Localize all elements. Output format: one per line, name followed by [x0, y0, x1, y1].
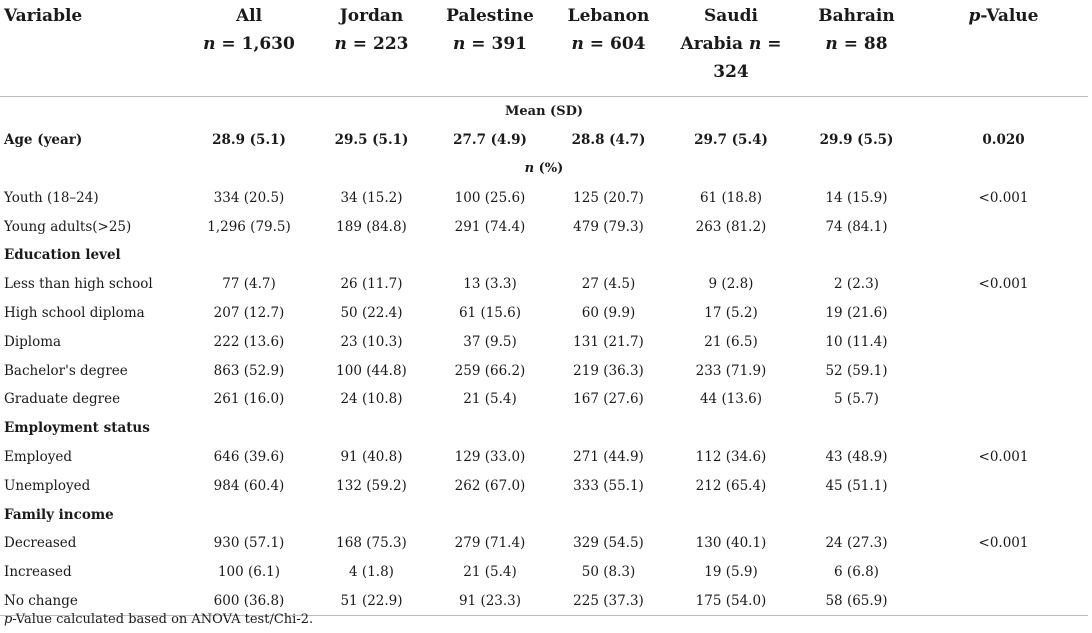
table-row [0, 443, 1088, 472]
subheader-mean-sd [0, 97, 1088, 126]
cell: 212 (65.4) [695, 477, 767, 494]
cell: 27 (4.5) [581, 276, 636, 293]
pvalue-rest: -Value [980, 6, 1039, 26]
cell: 175 (54.0) [668, 587, 794, 616]
p-value-cell [919, 299, 1088, 328]
cell: 333 (55.1) [573, 477, 644, 494]
table-row [0, 356, 1088, 385]
cell: 6 (6.8) [834, 564, 879, 581]
cell: 14 (15.9) [825, 189, 888, 206]
section-header-row [0, 241, 1088, 270]
row-label: Less than high school [4, 276, 153, 293]
cell: 4 (1.8) [349, 564, 394, 581]
cell: 61 (15.6) [458, 304, 522, 321]
p-value-cell: 0.020 [982, 132, 1025, 149]
header-jordan: Jordan [339, 6, 404, 26]
table-row [0, 471, 1088, 500]
cell: 100 (6.1) [217, 564, 281, 581]
cell: 43 (48.9) [825, 448, 888, 465]
cell: 44 (13.6) [699, 391, 763, 408]
cell: 189 (84.8) [336, 218, 407, 235]
cell: 77 (4.7) [222, 276, 276, 293]
cell: 930 (57.1) [213, 535, 285, 552]
mean-sd-label: Mean (SD) [504, 103, 584, 119]
cell: 600 (36.8) [186, 587, 312, 616]
subheader-n-pct [0, 155, 1088, 184]
cell: 646 (39.6) [213, 448, 285, 465]
cell: 259 (66.2) [454, 362, 526, 379]
cell: 29.9 (5.5) [819, 132, 894, 149]
cell: 21 (6.5) [704, 333, 758, 350]
cell: 233 (71.9) [695, 362, 767, 379]
section-header-row [0, 414, 1088, 443]
cell: 50 (8.3) [581, 564, 636, 581]
cell: 37 (9.5) [463, 333, 517, 350]
cell: 168 (75.3) [336, 535, 407, 552]
header-palestine: Palestine [446, 6, 534, 26]
row-label: High school diploma [4, 304, 145, 321]
cell: 984 (60.4) [213, 477, 285, 494]
cell: 479 (79.3) [573, 218, 644, 235]
row-label: Increased [4, 564, 72, 581]
p-value-cell: <0.001 [978, 535, 1029, 552]
cell: 91 (40.8) [340, 448, 403, 465]
cell: 74 (84.1) [825, 218, 888, 235]
cell: 34 (15.2) [340, 189, 403, 206]
header-n-palestine: n = 391 [431, 30, 549, 97]
p-value-cell [919, 471, 1088, 500]
p-value-cell [919, 212, 1088, 241]
footnote-p: p [4, 612, 13, 627]
cell: 863 (52.9) [213, 362, 285, 379]
p-value-cell [919, 327, 1088, 356]
cell: 112 (34.6) [695, 448, 767, 465]
cell: 334 (20.5) [213, 189, 285, 206]
header-n-jordan: n = 223 [312, 30, 431, 97]
cell: 21 (5.4) [463, 391, 517, 408]
p-value-cell: <0.001 [978, 276, 1029, 293]
cell: 19 (21.6) [825, 304, 888, 321]
cell: 5 (5.7) [834, 391, 879, 408]
row-label: Unemployed [4, 477, 91, 494]
cell: 60 (9.9) [581, 304, 636, 321]
header-pvalue [919, 0, 1088, 30]
section-label: Employment status [4, 420, 150, 437]
cell: 2 (2.3) [834, 276, 879, 293]
cell: 125 (20.7) [573, 189, 644, 206]
row-label: Bachelor's degree [4, 362, 128, 379]
cell: 27.7 (4.9) [453, 132, 527, 149]
cell: 222 (13.6) [213, 333, 285, 350]
cell: 24 (27.3) [825, 535, 888, 552]
header-all: All [235, 6, 263, 26]
cell: 17 (5.2) [704, 304, 758, 321]
cell: 13 (3.3) [463, 276, 517, 293]
cell: 26 (11.7) [340, 276, 403, 293]
row-label: Employed [4, 448, 73, 465]
footnote-text: -Value calculated based on ANOVA test/Chi-2. [12, 612, 314, 627]
cell: 225 (37.3) [549, 587, 668, 616]
table-header [0, 0, 1088, 97]
table-row [0, 385, 1088, 414]
p-value-cell [919, 558, 1088, 587]
header-n-all: n = 1,630 [186, 30, 312, 97]
cell: 132 (59.2) [336, 477, 407, 494]
cell: 130 (40.1) [695, 535, 767, 552]
cell: 45 (51.1) [825, 477, 888, 494]
p-value-cell [919, 385, 1088, 414]
cell: 167 (27.6) [573, 391, 644, 408]
cell: 100 (25.6) [454, 189, 526, 206]
cell: 23 (10.3) [340, 333, 403, 350]
table-row [0, 299, 1088, 328]
cell: 28.9 (5.1) [212, 132, 286, 149]
p-value-cell [919, 587, 1088, 616]
row-label: Young adults(>25) [4, 218, 132, 235]
table-row [0, 126, 1088, 155]
cell: 51 (22.9) [312, 587, 431, 616]
p-value-cell: <0.001 [978, 189, 1029, 206]
header-lebanon: Lebanon [567, 6, 650, 26]
header-n-bahrain: n = 88 [794, 30, 919, 97]
row-label: Diploma [4, 333, 62, 350]
cell: 279 (71.4) [454, 535, 526, 552]
section-label: Family income [4, 506, 114, 523]
cell: 29.7 (5.4) [694, 132, 768, 149]
table-row [0, 529, 1088, 558]
cell: 1,296 (79.5) [207, 218, 291, 235]
cell: 207 (12.7) [213, 304, 285, 321]
cell: 219 (36.3) [573, 362, 644, 379]
pvalue-p: p [968, 6, 981, 26]
cell: 9 (2.8) [708, 276, 754, 293]
row-label: Age (year) [4, 132, 83, 149]
cell: 263 (81.2) [695, 218, 767, 235]
cell: 28.8 (4.7) [571, 132, 646, 149]
cell: 329 (54.5) [573, 535, 644, 552]
section-label: Education level [4, 247, 121, 264]
cell: 24 (10.8) [340, 391, 403, 408]
footnote [4, 612, 313, 627]
header-bahrain: Bahrain [818, 6, 895, 26]
cell: 50 (22.4) [340, 304, 403, 321]
cell: 61 (18.8) [699, 189, 763, 206]
cell: 29.5 (5.1) [334, 132, 409, 149]
cell: 21 (5.4) [463, 564, 517, 581]
cell: 58 (65.9) [794, 587, 919, 616]
section-header-row [0, 500, 1088, 529]
table-row [0, 183, 1088, 212]
cell: 52 (59.1) [825, 362, 888, 379]
header-n-lebanon: n = 604 [549, 30, 668, 97]
table-row [0, 212, 1088, 241]
cell: 129 (33.0) [454, 448, 526, 465]
row-label: Youth (18–24) [4, 189, 99, 206]
cell: 100 (44.8) [336, 362, 407, 379]
header-saudi: Saudi [704, 6, 758, 26]
row-label: No change [0, 587, 186, 616]
p-value-cell: <0.001 [978, 448, 1029, 465]
table-row [0, 270, 1088, 299]
header-n-saudi: Arabia n = 324 [668, 30, 794, 97]
table-row [0, 558, 1088, 587]
table-body [0, 97, 1088, 616]
n-pct-label: n (%) [524, 161, 564, 177]
cell: 291 (74.4) [454, 218, 526, 235]
header-variable: Variable [4, 6, 83, 26]
row-label: Graduate degree [4, 391, 121, 408]
cell: 261 (16.0) [213, 391, 285, 408]
cell: 91 (23.3) [431, 587, 549, 616]
cell: 271 (44.9) [573, 448, 644, 465]
cell: 10 (11.4) [825, 333, 888, 350]
cell: 262 (67.0) [454, 477, 526, 494]
cell: 131 (21.7) [573, 333, 644, 350]
row-label: Decreased [4, 535, 77, 552]
cell: 19 (5.9) [704, 564, 758, 581]
table-row [0, 327, 1088, 356]
p-value-cell [919, 356, 1088, 385]
